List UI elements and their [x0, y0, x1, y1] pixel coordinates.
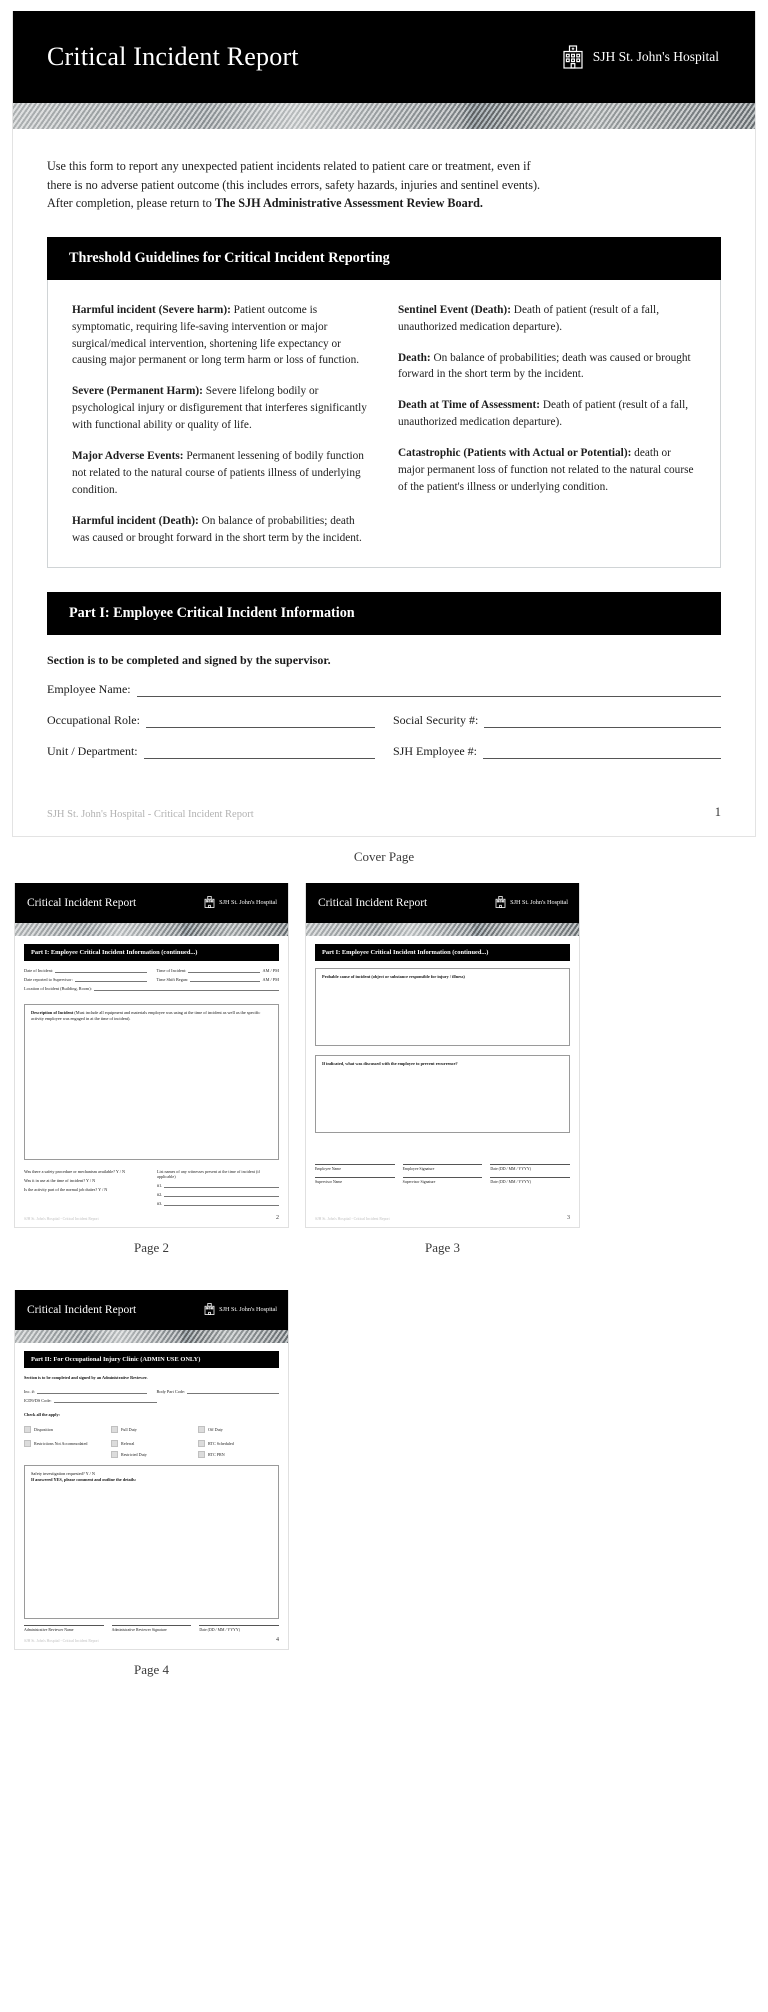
- page-number: 4: [276, 1636, 279, 1643]
- guideline-item: [72, 383, 370, 434]
- occupational-role-field[interactable]: [47, 713, 375, 728]
- guideline-term: Death:: [398, 351, 431, 364]
- guideline-text: Death of patient (result of a fall, unauthorized medication departure).: [398, 399, 689, 429]
- sjh-employee-number-field[interactable]: [393, 744, 721, 759]
- witness-row: [157, 1192, 279, 1197]
- description-text: (Must include all equipment and materials employee was using at the time of incident as well as the specific activity employee was engaged in at the time of incident).: [31, 1009, 261, 1022]
- footer-text: SJH St. John's Hospital - Critical Incident Report: [24, 1216, 99, 1221]
- checkbox-referral[interactable]: [111, 1440, 192, 1447]
- icd9-field[interactable]: [24, 1398, 157, 1403]
- admin-reviewer-signature-field[interactable]: Administrative Reviewer Signature: [112, 1625, 192, 1632]
- page-4[interactable]: [14, 1290, 289, 1650]
- checkbox-box[interactable]: [24, 1440, 31, 1447]
- page-3[interactable]: [305, 883, 580, 1228]
- date-of-incident-input[interactable]: [55, 968, 146, 973]
- checkbox-box[interactable]: [198, 1426, 205, 1433]
- cover-header: [13, 11, 755, 103]
- checkbox-grid-row2: [24, 1451, 279, 1458]
- page2-title: Critical Incident Report: [27, 896, 137, 909]
- hospital-icon: [204, 1303, 215, 1317]
- page4-header: [15, 1290, 288, 1330]
- employee-name-field[interactable]: [47, 682, 721, 697]
- location-label: Location of Incident (Building, Room):: [24, 985, 92, 991]
- employee-signature-row: [315, 1164, 570, 1171]
- page-number: 1: [714, 804, 721, 819]
- safety-question[interactable]: Was there a safety procedure or mechanism available? Y / N: [24, 1168, 125, 1174]
- page2-section-heading: Part I: Employee Critical Incident Information (continued...): [24, 944, 279, 961]
- inc-number-input[interactable]: [37, 1389, 147, 1394]
- social-security-input[interactable]: [484, 715, 721, 728]
- intro-paragraph: [47, 157, 552, 213]
- guideline-text: Permanent lessening of bodily function not related to the natural course of patients illness of underlying condition.: [72, 450, 364, 497]
- page3-section-heading: Part I: Employee Critical Incident Information (continued...): [315, 944, 570, 961]
- guidelines-left-column: [72, 302, 370, 547]
- field-row-employee-name: [47, 682, 721, 697]
- icd9-row: [24, 1398, 279, 1403]
- unit-department-label: Unit / Department:: [47, 743, 138, 758]
- page2-caption: Page 2: [133, 1239, 170, 1255]
- guideline-text: death or major permanent loss of function not related to the natural course of the patient's illness or underlying condition.: [398, 447, 694, 494]
- witness-label: #1.: [157, 1182, 163, 1188]
- unit-department-field[interactable]: [47, 744, 375, 759]
- guidelines-heading: Threshold Guidelines for Critical Incident Reporting: [47, 237, 721, 280]
- supervisor-date-field[interactable]: Date (DD / MM / YYYY): [490, 1177, 570, 1184]
- field-row-unit-employee: [47, 744, 721, 759]
- page2-brand-name: SJH St. John's Hospital: [219, 899, 277, 907]
- page-number: 2: [276, 1214, 279, 1221]
- witness-row: [157, 1201, 279, 1206]
- body-part-code-input[interactable]: [187, 1389, 279, 1394]
- page3-body: [306, 936, 579, 1227]
- description-term: Description of Incident: [31, 1009, 74, 1015]
- employee-name-input[interactable]: [137, 684, 721, 697]
- admin-signature-row: [24, 1625, 279, 1632]
- page4-body: [15, 1343, 288, 1649]
- reported-shift-row: [24, 977, 279, 982]
- guideline-term: Harmful incident (Severe harm):: [72, 303, 231, 316]
- safety-investigation-box[interactable]: [24, 1465, 279, 1619]
- checkbox-label: Full Duty: [121, 1426, 137, 1432]
- page2-header: [15, 883, 288, 923]
- checkbox-grid: [24, 1426, 279, 1447]
- checkbox-rtc-scheduled[interactable]: [198, 1440, 279, 1447]
- page4-wrapper: [14, 1290, 289, 1696]
- guideline-term: Major Adverse Events:: [72, 450, 184, 463]
- texture-band: [306, 923, 579, 936]
- witness-label: #3.: [157, 1200, 163, 1206]
- location-field[interactable]: [24, 986, 279, 991]
- page2-body: [15, 936, 288, 1227]
- am-pm-label: AM / PM: [262, 967, 279, 973]
- checkbox-box[interactable]: [24, 1426, 31, 1433]
- hospital-icon: [562, 45, 584, 69]
- safety-questions-column: [24, 1169, 146, 1210]
- guidelines-right-column: [398, 302, 696, 547]
- checkbox-restricted-duty[interactable]: [111, 1451, 192, 1458]
- witness-label: #2.: [157, 1191, 163, 1197]
- checkbox-label: Disposition: [34, 1426, 53, 1432]
- body-part-code-label: Body Part Code:: [156, 1388, 186, 1394]
- description-of-incident-box[interactable]: [24, 1004, 279, 1160]
- part1-heading: Part I: Employee Critical Incident Information: [47, 592, 721, 635]
- date-of-incident-label: Date of Incident:: [24, 967, 54, 973]
- probable-cause-box[interactable]: [315, 968, 570, 1046]
- page3-wrapper: [305, 883, 580, 1274]
- cover-caption: Cover Page: [353, 848, 415, 864]
- icd9-label: ICD9/DS Code:: [24, 1397, 52, 1403]
- investigation-instruction: If answered YES, please comment and outline the details:: [31, 1477, 137, 1483]
- footer-text: SJH St. John's Hospital - Critical Incident Report: [24, 1638, 99, 1643]
- incident-date-time-row: [24, 968, 279, 973]
- checkbox-box[interactable]: [111, 1451, 118, 1458]
- cover-page: [12, 11, 756, 837]
- page3-title: Critical Incident Report: [318, 896, 428, 909]
- guideline-term: Sentinel Event (Death):: [398, 303, 511, 316]
- checkbox-box[interactable]: [198, 1451, 205, 1458]
- page4-section-heading: Part II: For Occupational Injury Clinic (ADMIN USE ONLY): [24, 1351, 279, 1368]
- guideline-text: Death of patient (result of a fall, unauthorized medication departure).: [398, 303, 660, 333]
- checkbox-disposition[interactable]: [24, 1426, 105, 1433]
- page4-brand-name: SJH St. John's Hospital: [219, 1306, 277, 1314]
- page-number: 3: [567, 1214, 570, 1221]
- cover-body: [13, 129, 755, 836]
- checkbox-rtc-prn[interactable]: [198, 1451, 279, 1458]
- investigation-question: Safety investigation requested? Y / N: [31, 1470, 95, 1476]
- page3-brand-name: SJH St. John's Hospital: [510, 899, 568, 907]
- intro-bold-text: The SJH Administrative Assessment Review Board.: [214, 196, 483, 211]
- page4-footer: [24, 1632, 279, 1649]
- witness-field[interactable]: [157, 1201, 279, 1206]
- checkbox-restrictions-not-accommodated[interactable]: [24, 1440, 105, 1447]
- date-reported-label: Date reported to Supervisor:: [24, 976, 73, 982]
- page3-brand: [495, 896, 568, 910]
- time-of-incident-input[interactable]: [188, 968, 259, 973]
- inc-number-label: Inc. #:: [24, 1388, 35, 1394]
- guideline-term: Death at Time of Assessment:: [398, 399, 541, 412]
- guideline-item: [72, 513, 370, 547]
- cover-footer: [47, 775, 721, 836]
- check-all-apply-title: Check all the apply:: [24, 1411, 60, 1417]
- page4-note: Section is to be completed and signed by an Administrative Reviewer.: [24, 1374, 148, 1380]
- body-part-code-field[interactable]: [157, 1389, 280, 1394]
- page-title: Critical Incident Report: [47, 42, 299, 71]
- guideline-item: [398, 445, 696, 496]
- supervisor-signature-field[interactable]: Supervisor Signature: [403, 1177, 483, 1184]
- guideline-term: Severe (Permanent Harm):: [72, 385, 203, 398]
- page2-brand: [204, 896, 277, 910]
- witness-input[interactable]: [164, 1192, 279, 1197]
- footer-text: SJH St. John's Hospital - Critical Incident Report: [47, 808, 254, 820]
- brand: [562, 45, 719, 69]
- witness-row: [157, 1183, 279, 1188]
- page4-caption: Page 4: [133, 1661, 170, 1677]
- witness-title: List names of any witnesses present at the time of incident (if applicable): [157, 1168, 260, 1179]
- guideline-text: On balance of probabilities; death was caused or brought forward in the short term by the incident.: [72, 515, 362, 544]
- probable-cause-label: Probable cause of incident (object or substance responsible for injury / illness): [322, 973, 465, 979]
- checkbox-box[interactable]: [198, 1440, 205, 1447]
- discussion-box[interactable]: [315, 1055, 570, 1133]
- guidelines-box: [47, 280, 721, 568]
- employee-name-label: Employee Name:: [47, 681, 131, 696]
- time-shift-began-field[interactable]: [157, 977, 280, 982]
- guideline-term: Harmful incident (Death):: [72, 515, 199, 528]
- date-of-incident-field[interactable]: [24, 968, 147, 973]
- social-security-label: Social Security #:: [393, 712, 479, 727]
- date-reported-field[interactable]: [24, 977, 147, 982]
- hospital-icon: [495, 896, 506, 910]
- part1-note: Section is to be completed and signed by the supervisor.: [47, 652, 331, 667]
- guideline-text: Patient outcome is symptomatic, requiring life-saving intervention or major surgical/medical intervention, shortening life expectancy or causing major permanent or long term harm or loss of function.: [72, 303, 360, 367]
- witness-field[interactable]: [157, 1183, 279, 1188]
- inc-number-field[interactable]: [24, 1389, 147, 1394]
- supervisor-signature-row: [315, 1177, 570, 1184]
- checkbox-off-duty[interactable]: [198, 1426, 279, 1433]
- page2-bottom-columns: [24, 1169, 279, 1210]
- admin-reviewer-name-field[interactable]: Administrative Reviewer Name: [24, 1625, 104, 1632]
- field-row-role-ssn: [47, 713, 721, 728]
- page-2[interactable]: [14, 883, 289, 1228]
- texture-band: [15, 923, 288, 936]
- footer-text: SJH St. John's Hospital - Critical Incident Report: [315, 1216, 390, 1221]
- intro-text: Use this form to report any unexpected patient incidents related to patient care or treatment, even if there is no adverse patient outcome (this includes errors, safety hazards, injuries and sentinel events). After completion, please return to: [47, 159, 541, 211]
- page4-title: Critical Incident Report: [27, 1303, 137, 1316]
- time-of-incident-label: Time of Incident:: [156, 967, 187, 973]
- occupational-role-input[interactable]: [146, 715, 375, 728]
- checkbox-label: RTC PRN: [208, 1451, 225, 1457]
- guideline-item: [398, 397, 696, 431]
- texture-band: [13, 103, 755, 129]
- safety-question[interactable]: Was it in use at the time of incident? Y / N: [24, 1177, 96, 1183]
- page3-caption: Page 3: [424, 1239, 461, 1255]
- checkbox-label: Restrictions Not Accommodated: [34, 1440, 88, 1446]
- guideline-item: [72, 302, 370, 370]
- location-row: [24, 986, 279, 991]
- checkbox-box[interactable]: [111, 1440, 118, 1447]
- guideline-term: Catastrophic (Patients with Actual or Potential):: [398, 447, 632, 460]
- employee-signature-field[interactable]: Employee Signature: [403, 1164, 483, 1171]
- guideline-text: On balance of probabilities; death was caused or brought forward in the short term by the incident.: [398, 351, 691, 381]
- social-security-field[interactable]: [393, 713, 721, 728]
- safety-question[interactable]: Is the activity part of the normal job duties? Y / N: [24, 1186, 108, 1192]
- hospital-icon: [204, 896, 215, 910]
- guideline-text: Severe lifelong bodily or psychological injury or disfigurement that interferes significantly with functional ability or quality of life.: [72, 385, 367, 432]
- checkbox-box[interactable]: [111, 1426, 118, 1433]
- checkbox-label: RTC Scheduled: [208, 1440, 234, 1446]
- page4-brand: [204, 1303, 277, 1317]
- witness-column: [157, 1169, 279, 1210]
- thumbnail-grid: [0, 883, 768, 1696]
- employee-name-signature-field[interactable]: Employee Name: [315, 1164, 395, 1171]
- supervisor-name-signature-field[interactable]: Supervisor Name: [315, 1177, 395, 1184]
- brand-name: SJH St. John's Hospital: [592, 49, 719, 64]
- employee-date-field[interactable]: Date (DD / MM / YYYY): [490, 1164, 570, 1171]
- location-input[interactable]: [94, 986, 279, 991]
- time-of-incident-field[interactable]: [157, 968, 280, 973]
- checkbox-label: Referral: [121, 1440, 135, 1446]
- time-shift-began-input[interactable]: [190, 977, 259, 982]
- occupational-role-label: Occupational Role:: [47, 712, 140, 727]
- checkbox-label: Off Duty: [208, 1426, 223, 1432]
- guideline-item: [398, 302, 696, 336]
- checkbox-label: Restricted Duty: [121, 1451, 147, 1457]
- inc-bodypart-row: [24, 1389, 279, 1394]
- guideline-item: [72, 448, 370, 499]
- witness-field[interactable]: [157, 1192, 279, 1197]
- page3-footer: [315, 1210, 570, 1227]
- witness-input[interactable]: [164, 1201, 279, 1206]
- guideline-item: [398, 350, 696, 384]
- time-shift-began-label: Time Shift Began:: [156, 976, 189, 982]
- am-pm-label: AM / PM: [262, 976, 279, 982]
- page3-header: [306, 883, 579, 923]
- texture-band: [15, 1330, 288, 1343]
- unit-department-input[interactable]: [144, 746, 375, 759]
- date-reported-input[interactable]: [75, 977, 147, 982]
- page2-wrapper: [14, 883, 289, 1274]
- discussion-label: If indicated, what was discussed with the employee to prevent recurrence?: [322, 1060, 458, 1066]
- admin-reviewer-date-field[interactable]: Date (DD / MM / YYYY): [199, 1625, 279, 1632]
- checkbox-full-duty[interactable]: [111, 1426, 192, 1433]
- witness-input[interactable]: [164, 1183, 279, 1188]
- page2-footer: [24, 1210, 279, 1227]
- sjh-employee-number-input[interactable]: [483, 746, 721, 759]
- icd9-input[interactable]: [54, 1398, 157, 1403]
- sjh-employee-number-label: SJH Employee #:: [393, 743, 477, 758]
